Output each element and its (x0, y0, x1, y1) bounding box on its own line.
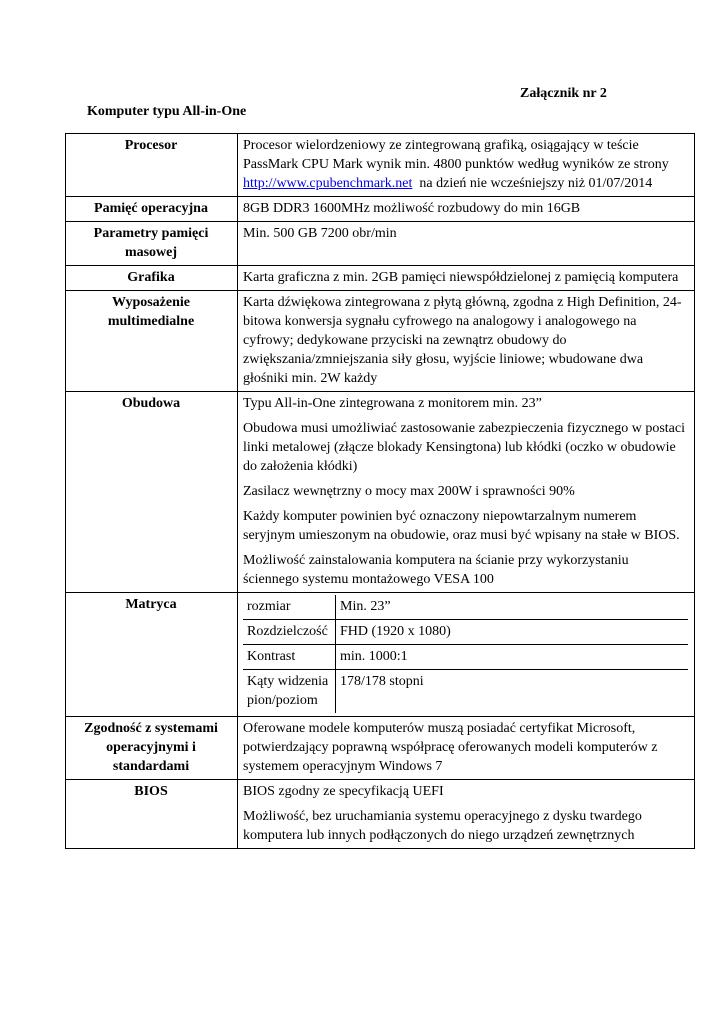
matryca-row (243, 595, 688, 620)
row-label-pamiec: Pamięć operacyjna (66, 197, 238, 222)
row-label-zgodnosc: Zgodność z systemami operacyjnymi i standardami (66, 717, 238, 780)
table-row (66, 593, 695, 717)
table-row (66, 197, 695, 222)
matryca-row (243, 620, 688, 645)
spec-table (65, 133, 695, 849)
table-row (66, 291, 695, 392)
obudowa-paragraph: Zasilacz wewnętrzny o mocy max 200W i sprawności 90% (243, 484, 575, 499)
row-label-bios: BIOS (66, 780, 238, 849)
row-label-matryca: Matryca (66, 593, 238, 717)
matryca-row (243, 645, 688, 670)
obudowa-paragraph: Typu All-in-One zintegrowana z monitorem min. 23” (243, 396, 542, 411)
row-value-multimedia: Karta dźwiękowa zintegrowana z płytą główną, zgodna z High Definition, 24-bitowa konwersja sygnału cyfrowego na analogowy i analogowego na cyfrowy; dedykowane przyciski na zewnątrz obudowy do zwiększania/zmniejszania siły głosu, wyjście liniowe; wbudowane dwa głośniki min. 2W każdy (238, 291, 695, 392)
row-value-bios (238, 780, 695, 849)
row-value-procesor (238, 134, 695, 197)
cpubenchmark-link[interactable]: http://www.cpubenchmark.net (243, 176, 413, 191)
row-value-masowa: Min. 500 GB 7200 obr/min (238, 222, 695, 266)
matryca-param: Kontrast (243, 645, 336, 670)
row-label-grafika: Grafika (66, 266, 238, 291)
matryca-param: Rozdzielczość (243, 620, 336, 645)
matryca-subtable (243, 595, 688, 713)
table-row (66, 222, 695, 266)
row-label-masowa: Parametry pamięci masowej (66, 222, 238, 266)
matryca-value: Min. 23” (336, 595, 689, 620)
obudowa-paragraph: Każdy komputer powinien być oznaczony niepowtarzalnym numerem seryjnym umieszonym na obudowie, oraz musi być wpisany na stałe w BIOS. (243, 509, 680, 543)
document-title: Komputer typu All-in-One (87, 104, 247, 119)
row-label-procesor: Procesor (66, 134, 238, 197)
obudowa-paragraph: Obudowa musi umożliwiać zastosowanie zabezpieczenia fizycznego w postaci linki metalowej (złącze blokady Kensingtona) lub kłódki (oczko w obudowie do założenia kłódki) (243, 421, 685, 474)
row-label-obudowa: Obudowa (66, 392, 238, 593)
row-value-matryca (238, 593, 695, 717)
row-value-zgodnosc: Oferowane modele komputerów muszą posiadać certyfikat Microsoft, potwierdzający poprawną współpracę oferowanych modeli komputerów z systemem operacyjnym Windows 7 (238, 717, 695, 780)
row-label-multimedia: Wyposażenie multimedialne (66, 291, 238, 392)
bios-paragraph: Możliwość, bez uruchamiania systemu operacyjnego z dysku twardego komputera lub innych podłączonych do niego urządzeń zewnętrznych (243, 809, 642, 843)
table-row (66, 266, 695, 291)
obudowa-paragraph: Możliwość zainstalowania komputera na ścianie przy wykorzystaniu ściennego systemu montażowego VESA 100 (243, 553, 629, 587)
procesor-text: Procesor wielordzeniowy ze zintegrowaną grafiką, osiągający w teście PassMark CPU Mark wynik min. 4800 punktów według wyników ze strony (243, 138, 669, 172)
annex-number: Załącznik nr 2 (520, 86, 607, 101)
row-value-obudowa (238, 392, 695, 593)
table-row (66, 780, 695, 849)
matryca-value: min. 1000:1 (336, 645, 689, 670)
matryca-param: Kąty widzenia pion/poziom (243, 670, 336, 714)
table-row (66, 717, 695, 780)
procesor-text-after: na dzień nie wcześniejszy niż 01/07/2014 (412, 176, 653, 191)
bios-paragraph: BIOS zgodny ze specyfikacją UEFI (243, 784, 444, 799)
table-row (66, 134, 695, 197)
matryca-value: FHD (1920 x 1080) (336, 620, 689, 645)
row-value-pamiec: 8GB DDR3 1600MHz możliwość rozbudowy do min 16GB (238, 197, 695, 222)
matryca-row (243, 670, 688, 714)
matryca-value: 178/178 stopni (336, 670, 689, 714)
matryca-param: rozmiar (243, 595, 336, 620)
table-row (66, 392, 695, 593)
row-value-grafika: Karta graficzna z min. 2GB pamięci niewspółdzielonej z pamięcią komputera (238, 266, 695, 291)
